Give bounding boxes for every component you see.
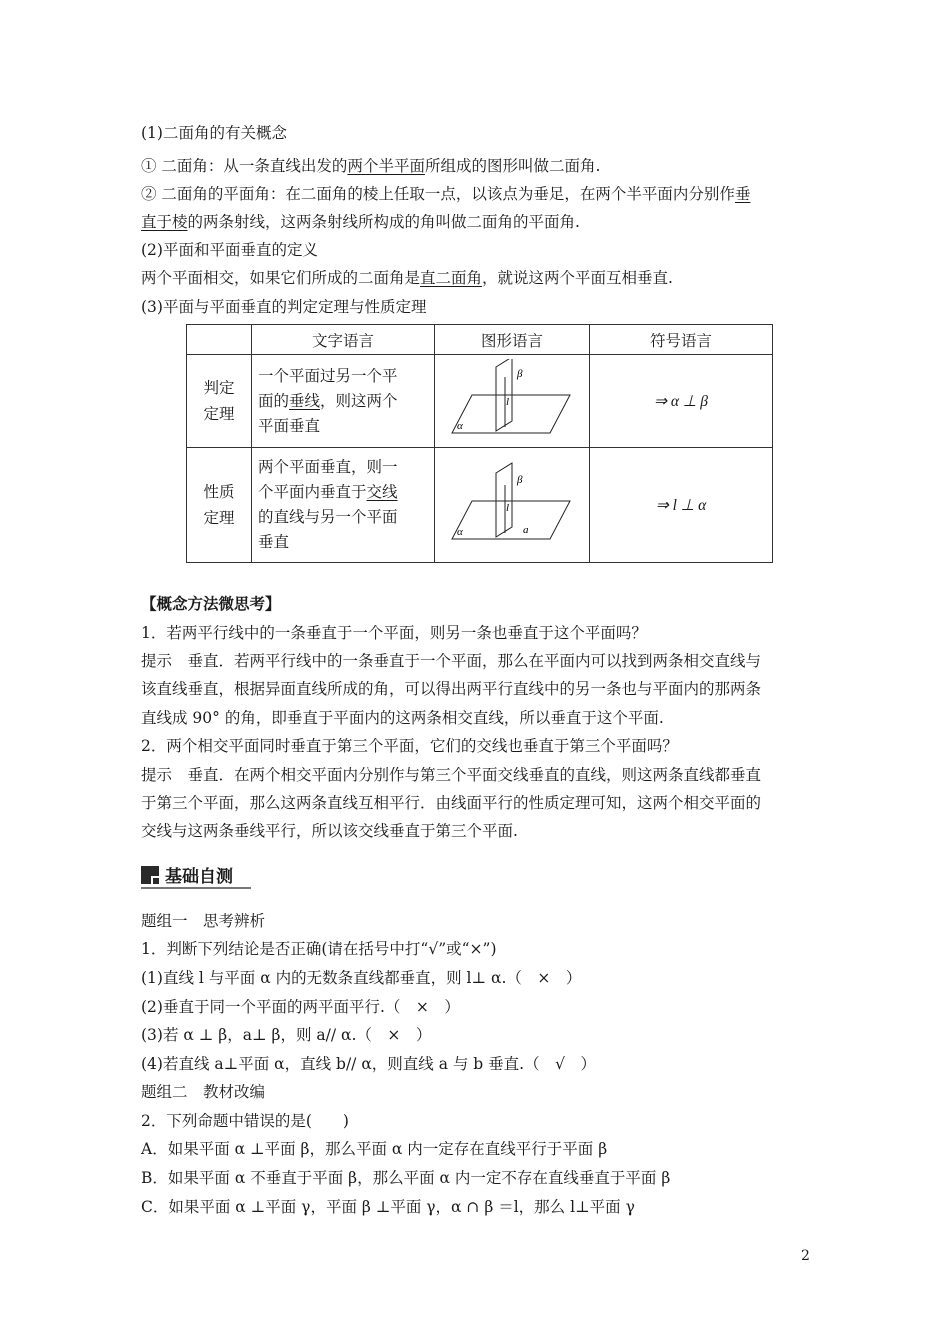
- test-q1: 1．判断下列结论是否正确(请在括号中打“√”或“×”): [141, 940, 497, 958]
- think-a1-line1: 提示 垂直．若两平行线中的一条垂直于一个平面，那么在平面内可以找到两条相交直线与: [141, 652, 762, 670]
- statement-2: (2)垂直于同一个平面的两平面平行.（ × ）: [141, 998, 460, 1016]
- think-q2: 2．两个相交平面同时垂直于第三个平面，它们的交线也垂直于第三个平面吗？: [141, 737, 678, 755]
- property-symbol: ⇒ l ⊥ α: [590, 448, 773, 563]
- row-head-criterion: 判定 定理: [187, 355, 252, 448]
- perpendicular-planes-diagram: [450, 461, 574, 545]
- l-label: l: [506, 502, 510, 514]
- table-row: [187, 355, 773, 448]
- sec2-title: (2)平面和平面垂直的定义: [141, 241, 318, 259]
- perpendicular-planes-diagram: [450, 359, 574, 439]
- criterion-figure: [435, 355, 590, 448]
- header-figure: 图形语言: [435, 325, 590, 355]
- page-number: 2: [801, 1248, 810, 1264]
- statement-1: (1)直线 l 与平面 α 内的无数条直线都垂直，则 l⊥ α.（ × ）: [141, 969, 582, 987]
- table-row: [187, 448, 773, 563]
- property-figure: [435, 448, 590, 563]
- header-symbol: 符号语言: [590, 325, 773, 355]
- think-title: 【概念方法微思考】: [141, 594, 281, 613]
- header-empty: [187, 325, 252, 355]
- sec1-line1: ① 二面角：从一条直线出发的两个半平面所组成的图形叫做二面角.: [141, 157, 601, 175]
- underlined-term: 两个半平面: [347, 157, 425, 175]
- alpha-label: α: [457, 420, 463, 432]
- l-label: l: [506, 396, 510, 408]
- think-a2-line3: 交线与这两条垂线平行，所以该交线垂直于第三个平面.: [141, 822, 518, 840]
- think-a1-line2: 该直线垂直，根据异面直线所成的角，可以得出两平行直线中的另一条也与平面内的那两条: [141, 680, 762, 698]
- sec1-title: (1)二面角的有关概念: [141, 124, 287, 142]
- underlined-term: 直于棱: [141, 213, 188, 231]
- underlined-term: 垂线: [289, 391, 321, 410]
- header-text: 文字语言: [252, 325, 435, 355]
- underlined-term: 交线: [366, 483, 398, 501]
- think-a2-line2: 于第三个平面，那么这两条直线互相平行．由线面平行的性质定理可知，这两个相交平面的: [141, 794, 762, 812]
- property-text: 两个平面垂直，则一 个平面内垂直于交线 的直线与另一个平面 垂直: [252, 448, 435, 563]
- criterion-text: 一个平面过另一个平 面的垂线，则这两个 平面垂直: [252, 355, 435, 448]
- section-divider: [141, 887, 251, 889]
- sec1-line2: ② 二面角的平面角：在二面角的棱上任取一点，以该点为垂足，在两个半平面内分别作垂: [141, 185, 751, 203]
- sec1-line3: 直于棱的两条射线，这两条射线所构成的角叫做二面角的平面角.: [141, 213, 580, 231]
- alpha-label: α: [457, 526, 463, 538]
- a-label: a: [523, 524, 529, 536]
- self-test-header: [141, 862, 233, 887]
- section-square-icon: [141, 866, 159, 884]
- option-b: B．如果平面 α 不垂直于平面 β，那么平面 α 内一定不存在直线垂直于平面 β: [141, 1169, 671, 1187]
- think-a1-line3: 直线成 90° 的角，即垂直于平面内的这两条相交直线，所以垂直于这个平面.: [141, 709, 664, 727]
- underlined-term: 垂: [734, 185, 751, 203]
- underlined-term: 直二面角: [420, 269, 483, 287]
- test-q2: 2．下列命题中错误的是( ): [141, 1112, 349, 1130]
- sec3-title: (3)平面与平面垂直的判定定理与性质定理: [141, 298, 427, 316]
- group1-title: 题组一 思考辨析: [141, 912, 266, 930]
- option-c: C．如果平面 α ⊥平面 γ，平面 β ⊥平面 γ，α ∩ β ＝l，那么 l⊥平面 γ: [141, 1198, 635, 1216]
- beta-label: β: [517, 368, 523, 380]
- criterion-symbol: ⇒ α ⊥ β: [590, 355, 773, 448]
- option-a: A．如果平面 α ⊥平面 β，那么平面 α 内一定存在直线平行于平面 β: [141, 1140, 608, 1158]
- beta-label: β: [517, 474, 523, 486]
- sec2-line1: 两个平面相交，如果它们所成的二面角是直二面角，就说这两个平面互相垂直.: [141, 269, 673, 287]
- theorem-table: [186, 324, 773, 563]
- statement-3: (3)若 α ⊥ β，a⊥ β，则 a// α.（ × ）: [141, 1026, 432, 1044]
- self-test-title: 基础自测: [165, 867, 233, 887]
- group2-title: 题组二 教材改编: [141, 1083, 266, 1101]
- row-head-property: 性质 定理: [187, 448, 252, 563]
- think-a2-line1: 提示 垂直．在两个相交平面内分别作与第三个平面交线垂直的直线，则这两条直线都垂直: [141, 766, 762, 784]
- statement-4: (4)若直线 a⊥平面 α，直线 b// α，则直线 a 与 b 垂直.（ √ ）: [141, 1055, 596, 1073]
- think-q1: 1．若两平行线中的一条垂直于一个平面，则另一条也垂直于这个平面吗？: [141, 624, 647, 642]
- table-header-row: [187, 325, 773, 355]
